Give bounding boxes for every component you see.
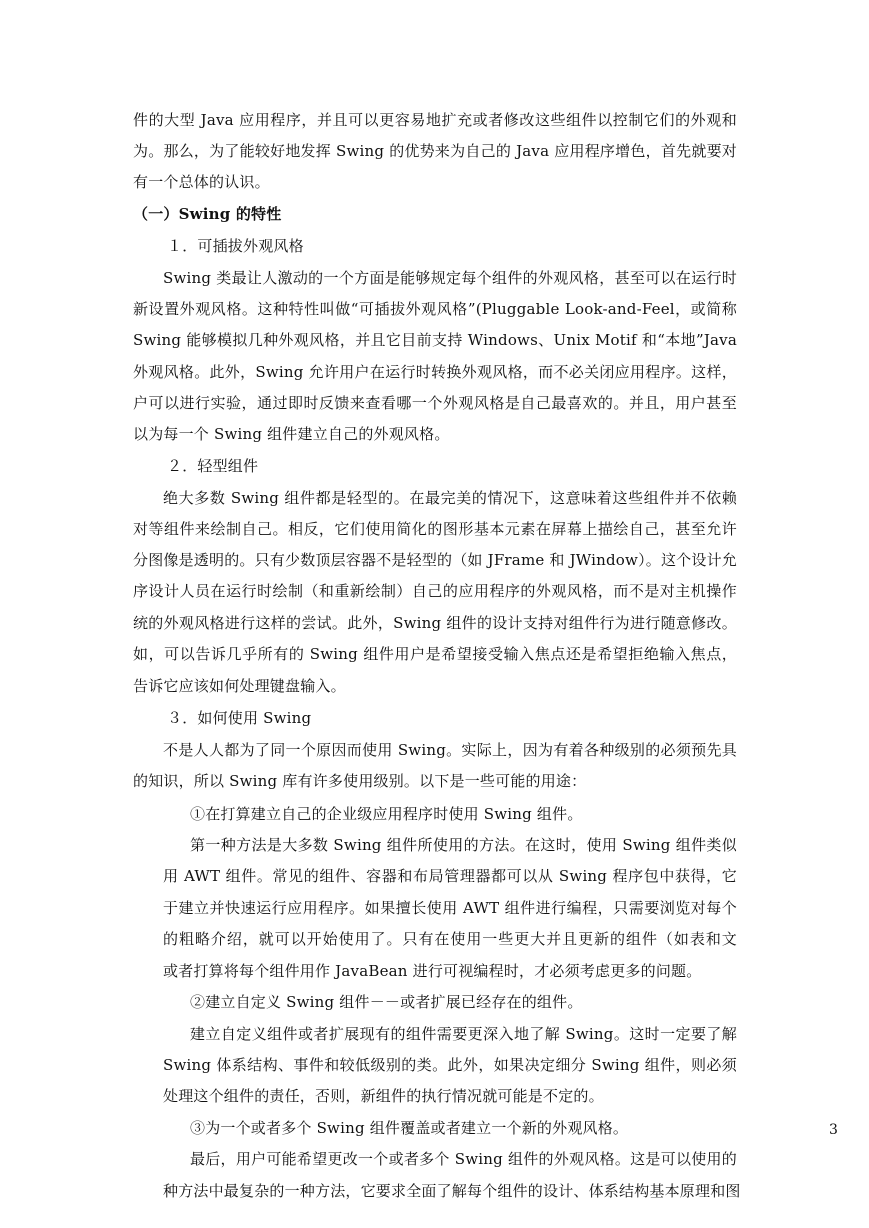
para-line: 告诉它应该如何处理键盘输入。 (133, 677, 346, 695)
item-line: ①在打算建立自己的企业级应用程序时使用 Swing 组件。 (190, 805, 583, 823)
para-line: 以为每一个 Swing 组件建立自己的外观风格。 (133, 425, 450, 443)
item-para-line: 处理这个组件的责任，否则，新组件的执行情况就可能是不定的。 (163, 1087, 604, 1105)
item-para-line: 的粗略介绍，就可以开始使用了。只有在使用一些更大并且更新的组件（如表和文 (163, 930, 737, 948)
page-number: 3 (829, 1122, 838, 1138)
item-para-line: 种方法中最复杂的一种方法，它要求全面了解每个组件的设计、体系结构基本原理和图 (163, 1182, 741, 1200)
item-para-line: 第一种方法是大多数 Swing 组件所使用的方法。在这时，使用 Swing 组件类似 (190, 836, 737, 854)
para-continued-line: 件的大型 Java 应用程序，并且可以更容易地扩充或者修改这些组件以控制它们的外观和 (133, 111, 737, 129)
para-line: 新设置外观风格。这种特性叫做“可插拔外观风格”(Pluggable Look-and-Feel，或简称 (133, 300, 737, 318)
item-line: ②建立自定义 Swing 组件－－或者扩展已经存在的组件。 (190, 993, 583, 1011)
para-line: 绝大多数 Swing 组件都是轻型的。在最完美的情况下，这意味着这些组件并不依赖 (163, 489, 737, 507)
item-para-line: 或者打算将每个组件用作 JavaBean 进行可视编程时，才必须考虑更多的问题。 (163, 962, 702, 980)
para-line: Swing 类最让人激动的一个方面是能够规定每个组件的外观风格，甚至可以在运行时 (163, 269, 737, 287)
para-line: 对等组件来绘制自己。相反，它们使用简化的图形基本元素在屏幕上描绘自己，甚至允许 (133, 520, 737, 538)
item-para-line: 于建立并快速运行应用程序。如果擅长使用 AWT 组件进行编程，只需要浏览对每个 (163, 899, 737, 917)
subheading-line: ２．轻型组件 (167, 457, 259, 475)
para-line: 序设计人员在运行时绘制（和重新绘制）自己的应用程序的外观风格，而不是对主机操作 (133, 582, 737, 600)
para-continued-line: 有一个总体的认识。 (133, 173, 270, 191)
para-line: 外观风格。此外，Swing 允许用户在运行时转换外观风格，而不必关闭应用程序。这样， (133, 363, 737, 381)
subheading-line: １．可插拔外观风格 (167, 237, 304, 255)
item-para-line: 用 AWT 组件。常见的组件、容器和布局管理器都可以从 Swing 程序包中获得，它 (163, 867, 737, 885)
item-para-line: Swing 体系结构、事件和较低级别的类。此外，如果决定细分 Swing 组件，则必须 (163, 1056, 737, 1074)
para-line: 不是人人都为了同一个原因而使用 Swing。实际上，因为有着各种级别的必须预先具 (163, 741, 737, 759)
subheading-line: ３．如何使用 Swing (167, 709, 312, 727)
para-line: 统的外观风格进行这样的尝试。此外，Swing 组件的设计支持对组件行为进行随意修改。 (133, 614, 737, 632)
section-heading-line: （一）Swing 的特性 (133, 205, 282, 223)
para-line: 如，可以告诉几乎所有的 Swing 组件用户是希望接受输入焦点还是希望拒绝输入焦点， (133, 645, 737, 663)
para-line: 分图像是透明的。只有少数顶层容器不是轻型的（如 JFrame 和 JWindow）。这个设计允 (133, 551, 737, 569)
item-para-line: 建立自定义组件或者扩展现有的组件需要更深入地了解 Swing。这时一定要了解 (190, 1025, 737, 1043)
item-para-line: 最后，用户可能希望更改一个或者多个 Swing 组件的外观风格。这是可以使用的 (190, 1150, 737, 1168)
item-line: ③为一个或者多个 Swing 组件覆盖或者建立一个新的外观风格。 (190, 1119, 629, 1137)
para-line: 户可以进行实验，通过即时反馈来查看哪一个外观风格是自己最喜欢的。并且，用户甚至 (133, 394, 737, 412)
para-continued-line: 为。那么，为了能较好地发挥 Swing 的优势来为自己的 Java 应用程序增色，首先就要对 (133, 142, 737, 160)
para-line: 的知识，所以 Swing 库有许多使用级别。以下是一些可能的用途： (133, 772, 587, 790)
para-line: Swing 能够模拟几种外观风格，并且它目前支持 Windows、Unix Motif 和“本地”Java (133, 331, 737, 349)
